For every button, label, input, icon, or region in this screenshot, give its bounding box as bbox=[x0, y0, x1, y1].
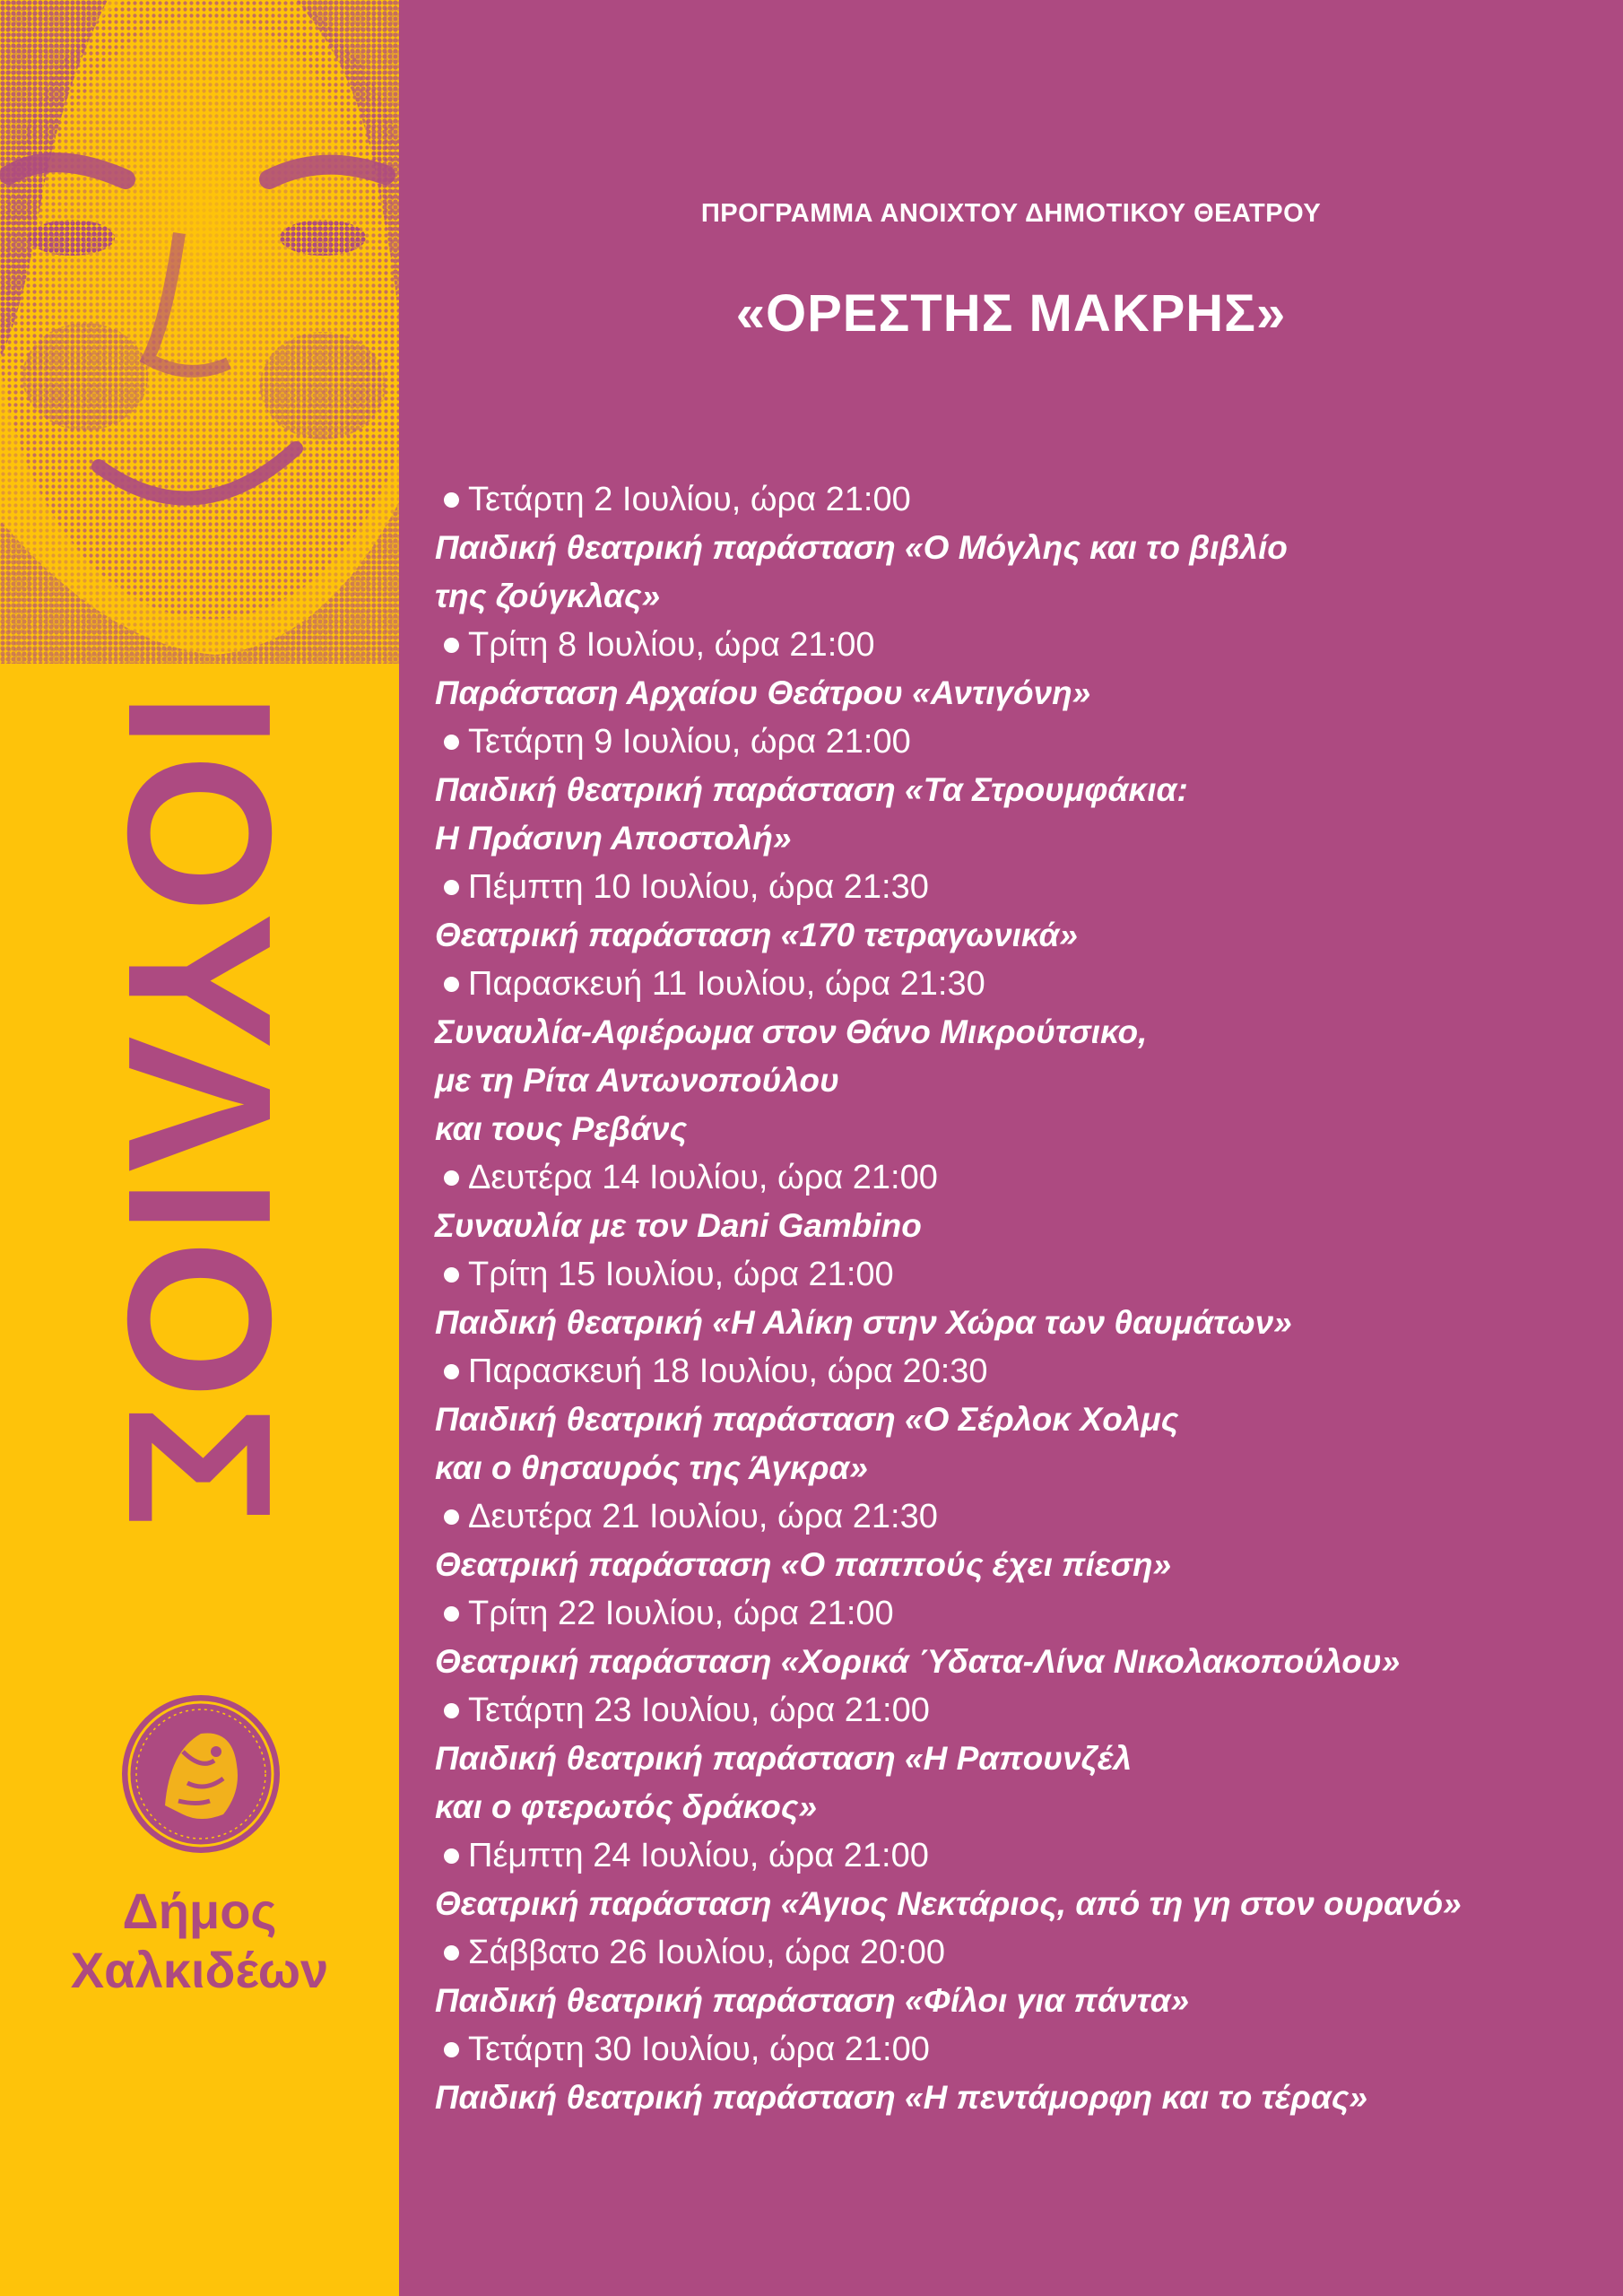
event-title bbox=[435, 1396, 1601, 1492]
event-item bbox=[435, 1492, 1601, 1589]
event-item bbox=[435, 718, 1601, 863]
portrait-image bbox=[0, 0, 399, 664]
event-item bbox=[435, 863, 1601, 960]
event-title-line: Συναυλία-Αφιέρωμα στον Θάνο Μικρούτσικο, bbox=[435, 1013, 1148, 1050]
event-date-row bbox=[435, 960, 1601, 1008]
event-date: Παρασκευή 18 Ιουλίου, ώρα 20:30 bbox=[468, 1352, 988, 1390]
event-date-row bbox=[435, 718, 1601, 766]
bullet-icon bbox=[444, 1703, 459, 1718]
event-title bbox=[435, 1299, 1601, 1347]
event-title bbox=[435, 1541, 1601, 1589]
event-title-line: της ζούγκλας» bbox=[435, 578, 661, 614]
event-title-line: Παιδική θεατρική παράσταση «Η πεντάμορφη και το τέρας» bbox=[435, 2079, 1368, 2116]
bullet-icon bbox=[444, 977, 459, 992]
event-title bbox=[435, 1008, 1601, 1153]
event-title-line: και τους Ρεβάνς bbox=[435, 1110, 688, 1147]
event-title bbox=[435, 669, 1601, 718]
event-title-line: Παιδική θεατρική παράσταση «Η Ραπουνζέλ bbox=[435, 1740, 1133, 1777]
event-title bbox=[435, 1880, 1601, 1928]
bullet-icon bbox=[444, 1848, 459, 1864]
event-title bbox=[435, 1638, 1601, 1686]
event-date-row bbox=[435, 1250, 1601, 1299]
event-date-row bbox=[435, 2025, 1601, 2074]
event-date: Πέμπτη 24 Ιουλίου, ώρα 21:00 bbox=[468, 1837, 929, 1874]
program-subtitle: ΠΡΟΓΡΑΜΜΑ ΑΝΟΙΧΤΟΥ ΔΗΜΟΤΙΚΟΥ ΘΕΑΤΡΟΥ bbox=[700, 199, 1322, 228]
event-title-line: Θεατρική παράσταση «Ο παππούς έχει πίεση» bbox=[435, 1546, 1172, 1583]
event-item bbox=[435, 2025, 1601, 2122]
event-title-line: Παιδική θεατρική «Η Αλίκη στην Χώρα των θαυμάτων» bbox=[435, 1304, 1292, 1341]
event-title-line: Η Πράσινη Αποστολή» bbox=[435, 820, 792, 857]
event-title-line: Παράσταση Αρχαίου Θεάτρου «Αντιγόνη» bbox=[435, 674, 1091, 711]
event-date: Τετάρτη 9 Ιουλίου, ώρα 21:00 bbox=[468, 723, 911, 761]
event-title bbox=[435, 1735, 1601, 1831]
event-list bbox=[435, 475, 1601, 2122]
event-title-line: Θεατρική παράσταση «Χορικά Ύδατα-Λίνα Νικολακοπούλου» bbox=[435, 1643, 1401, 1680]
bullet-icon bbox=[444, 1267, 459, 1283]
municipal-coin-seal-icon bbox=[116, 1689, 286, 1859]
event-title-line: Θεατρική παράσταση «170 τετραγωνικά» bbox=[435, 917, 1078, 953]
bullet-icon bbox=[444, 1945, 459, 1961]
bullet-icon bbox=[444, 1170, 459, 1186]
bullet-icon bbox=[444, 2042, 459, 2057]
event-date: Δευτέρα 14 Ιουλίου, ώρα 21:00 bbox=[468, 1159, 938, 1196]
event-date-row bbox=[435, 621, 1601, 669]
event-date-row bbox=[435, 475, 1601, 524]
event-date: Πέμπτη 10 Ιουλίου, ώρα 21:30 bbox=[468, 868, 929, 906]
theater-title: «ΟΡΕΣΤΗΣ ΜΑΚΡΗΣ» bbox=[735, 284, 1287, 343]
bullet-icon bbox=[444, 1364, 459, 1379]
event-date: Δευτέρα 21 Ιουλίου, ώρα 21:30 bbox=[468, 1498, 938, 1535]
event-date: Τετάρτη 23 Ιουλίου, ώρα 21:00 bbox=[468, 1692, 930, 1729]
event-title-line: Θεατρική παράσταση «Άγιος Νεκτάριος, από τη γη στον ουρανό» bbox=[435, 1885, 1462, 1922]
municipality-name bbox=[0, 1882, 399, 2000]
event-date: Τρίτη 8 Ιουλίου, ώρα 21:00 bbox=[468, 626, 875, 664]
event-date-row bbox=[435, 1589, 1601, 1638]
event-title bbox=[435, 524, 1601, 621]
event-title bbox=[435, 2074, 1601, 2122]
event-item bbox=[435, 1686, 1601, 1831]
event-date-row bbox=[435, 1831, 1601, 1880]
event-title-line: και ο φτερωτός δράκος» bbox=[435, 1788, 818, 1825]
event-title-line: με τη Ρίτα Αντωνοπούλου bbox=[435, 1062, 839, 1099]
event-date: Τρίτη 15 Ιουλίου, ώρα 21:00 bbox=[468, 1256, 894, 1293]
event-date-row bbox=[435, 1928, 1601, 1977]
event-title-line: Παιδική θεατρική παράσταση «Ο Μόγλης και το βιβλίο bbox=[435, 529, 1288, 566]
bullet-icon bbox=[444, 735, 459, 750]
event-date-row bbox=[435, 1153, 1601, 1202]
event-title bbox=[435, 1977, 1601, 2025]
bullet-icon bbox=[444, 880, 459, 895]
event-date: Παρασκευή 11 Ιουλίου, ώρα 21:30 bbox=[468, 965, 985, 1003]
sidebar bbox=[0, 0, 399, 2296]
event-item bbox=[435, 1347, 1601, 1492]
month-vertical-label: ΙΟΥΛΙΟΣ bbox=[85, 691, 313, 1533]
event-title bbox=[435, 766, 1601, 863]
event-item bbox=[435, 960, 1601, 1153]
event-date-row bbox=[435, 1347, 1601, 1396]
event-item bbox=[435, 1928, 1601, 2025]
bullet-icon bbox=[444, 638, 459, 653]
event-item bbox=[435, 1250, 1601, 1347]
bullet-icon bbox=[444, 492, 459, 508]
event-item bbox=[435, 1153, 1601, 1250]
event-item bbox=[435, 621, 1601, 718]
event-title-line: και ο θησαυρός της Άγκρα» bbox=[435, 1449, 868, 1486]
event-item bbox=[435, 1831, 1601, 1928]
event-title bbox=[435, 1202, 1601, 1250]
bullet-icon bbox=[444, 1509, 459, 1525]
event-date-row bbox=[435, 1492, 1601, 1541]
event-date: Τρίτη 22 Ιουλίου, ώρα 21:00 bbox=[468, 1595, 894, 1632]
event-date: Τετάρτη 30 Ιουλίου, ώρα 21:00 bbox=[468, 2031, 930, 2068]
event-item bbox=[435, 1589, 1601, 1686]
event-date-row bbox=[435, 1686, 1601, 1735]
event-title-line: Παιδική θεατρική παράσταση «Φίλοι για πάντα» bbox=[435, 1982, 1190, 2019]
event-title-line: Συναυλία με τον Dani Gambino bbox=[435, 1207, 922, 1244]
bullet-icon bbox=[444, 1606, 459, 1622]
municipality-line-2: Χαλκιδέων bbox=[70, 1942, 329, 1998]
municipality-line-1: Δήμος bbox=[122, 1883, 277, 1939]
event-title bbox=[435, 911, 1601, 960]
event-date: Σάββατο 26 Ιουλίου, ώρα 20:00 bbox=[468, 1934, 945, 1971]
event-title-line: Παιδική θεατρική παράσταση «Ο Σέρλοκ Χολμς bbox=[435, 1401, 1179, 1438]
event-title-line: Παιδική θεατρική παράσταση «Τα Στρουμφάκια: bbox=[435, 771, 1188, 808]
event-date: Τετάρτη 2 Ιουλίου, ώρα 21:00 bbox=[468, 481, 911, 518]
event-date-row bbox=[435, 863, 1601, 911]
event-item bbox=[435, 475, 1601, 621]
